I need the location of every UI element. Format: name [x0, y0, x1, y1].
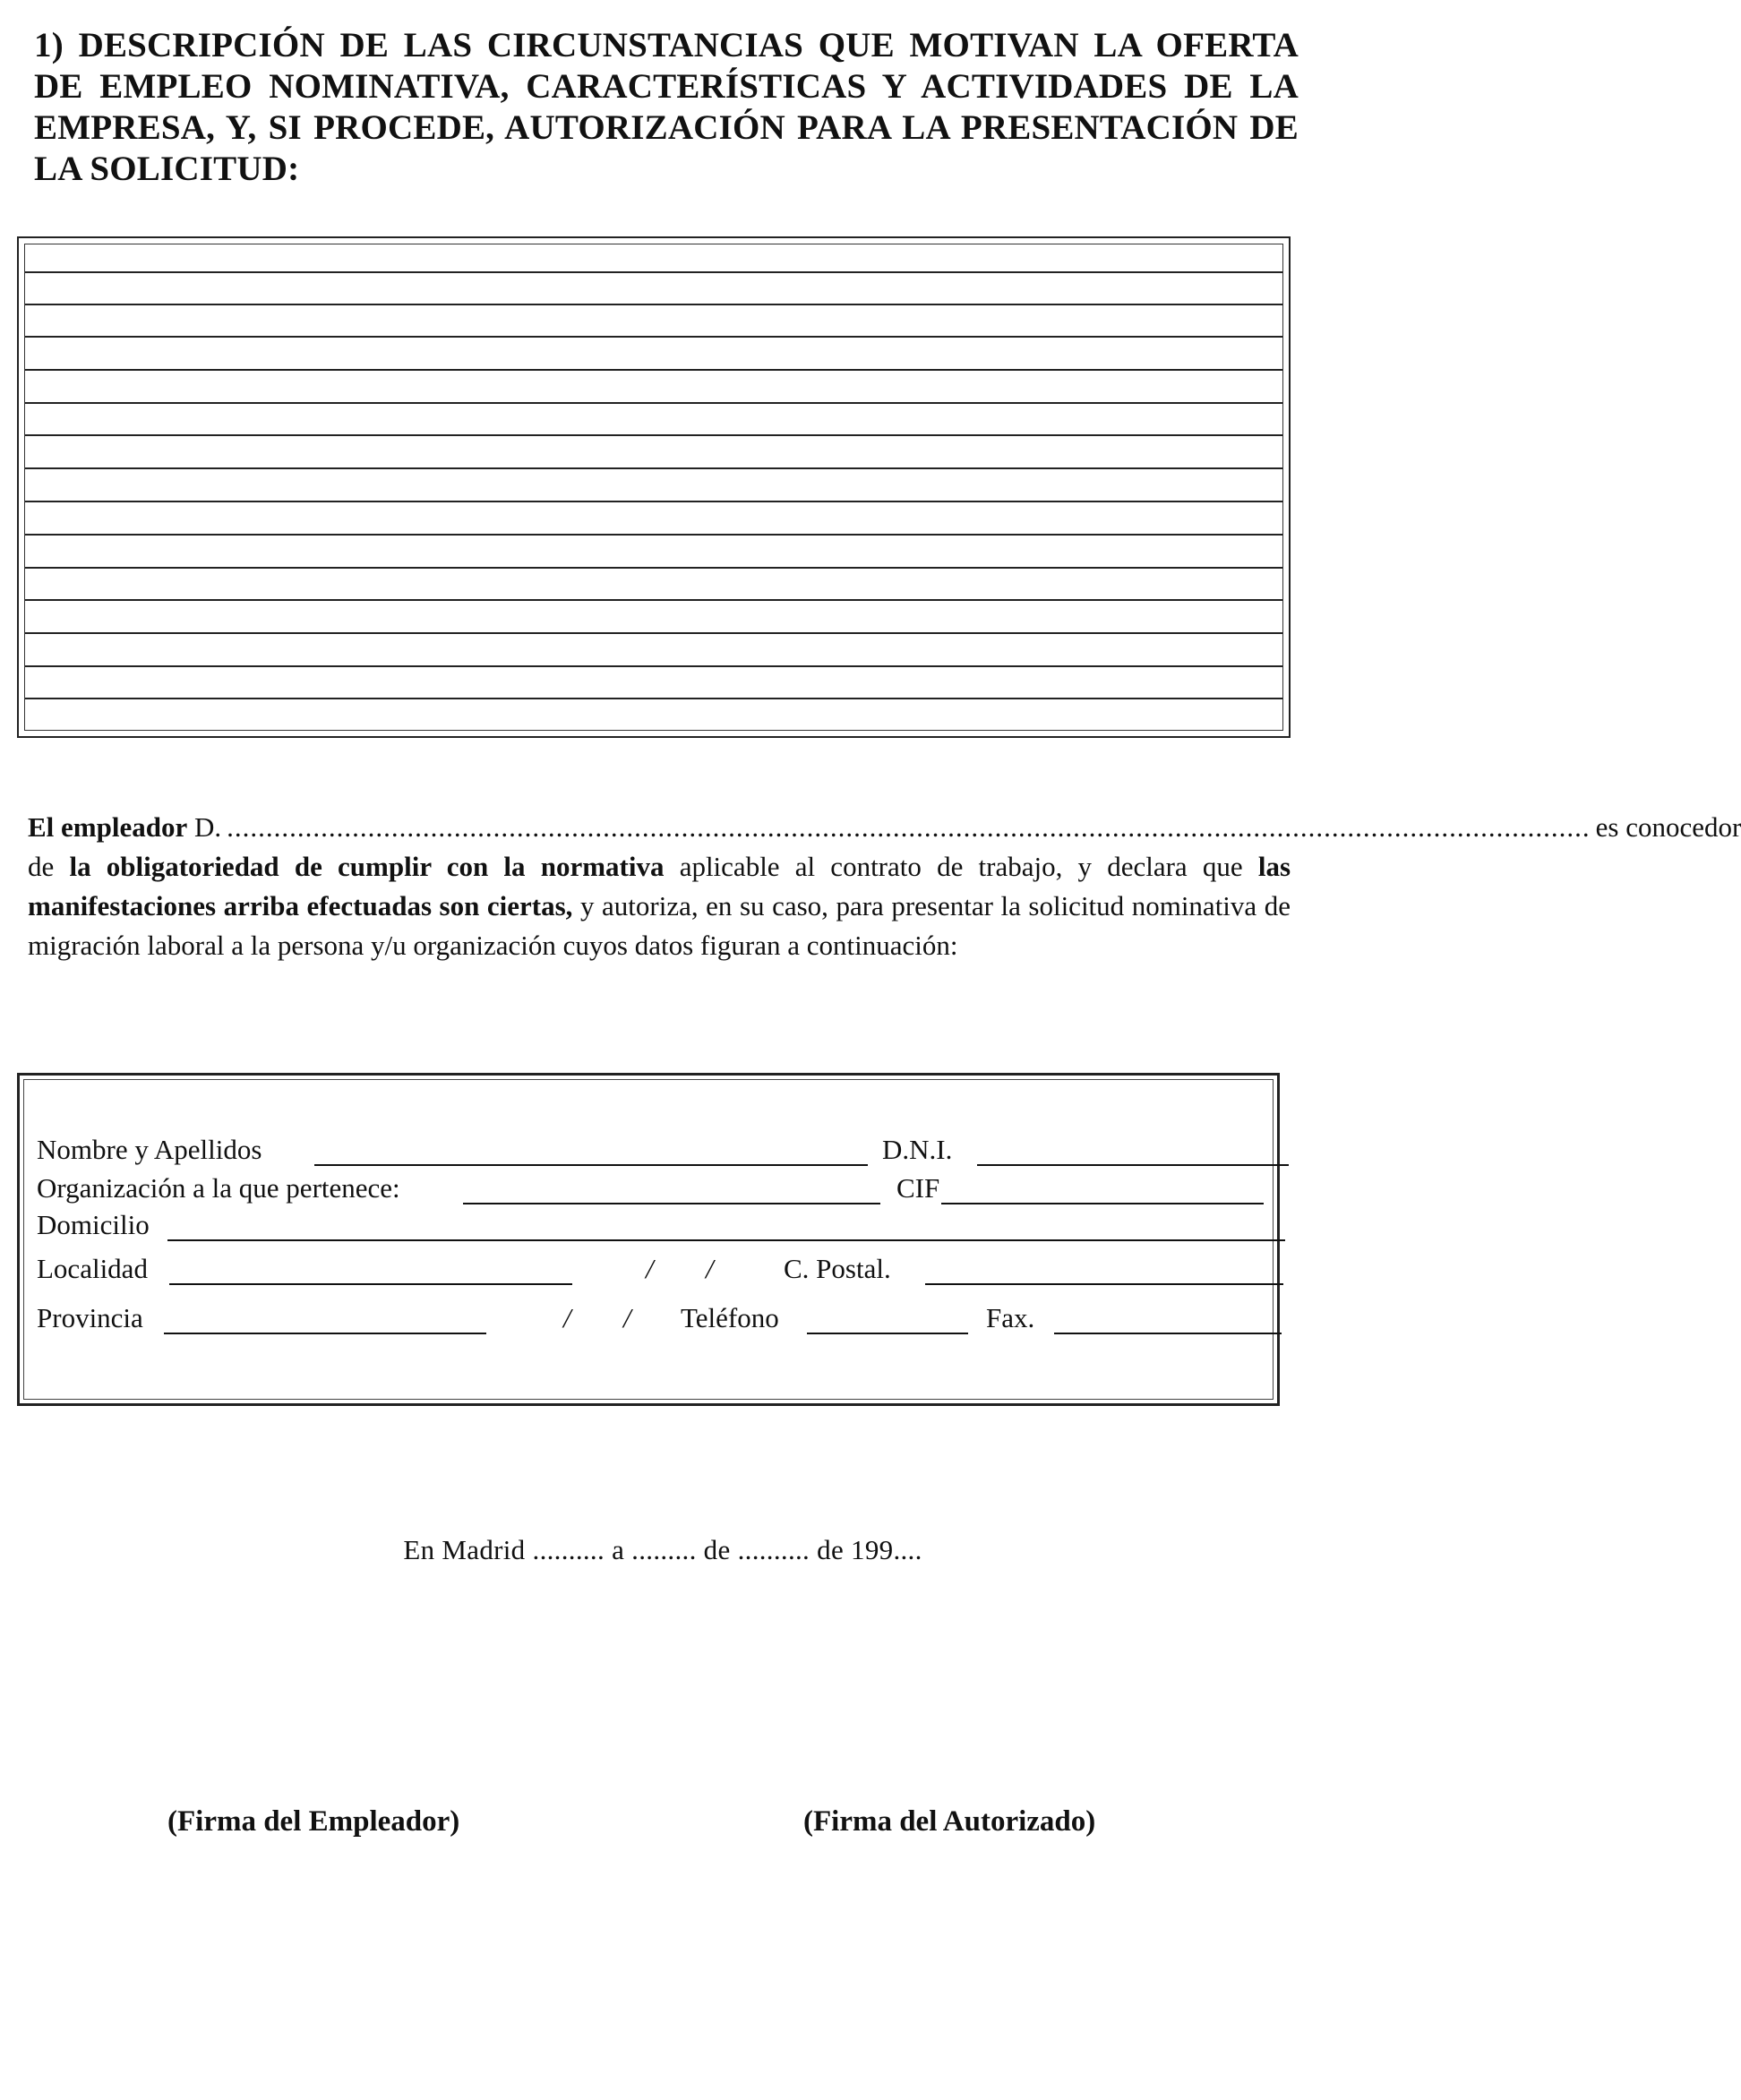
ruled-line	[25, 567, 1282, 569]
authorized-signature-label: (Firma del Autorizado)	[803, 1805, 1096, 1838]
nombre-field[interactable]	[314, 1164, 868, 1166]
ruled-line	[25, 501, 1282, 502]
organizacion-field[interactable]	[463, 1203, 880, 1204]
ruled-line	[25, 434, 1282, 436]
row-localidad	[37, 1253, 1260, 1289]
cpostal-label: C. Postal.	[784, 1253, 891, 1284]
employer-declaration	[28, 808, 1741, 965]
authorized-data-box	[17, 1073, 1280, 1406]
cif-label: CIF	[896, 1172, 940, 1204]
ruled-line	[25, 271, 1282, 273]
ruled-line	[25, 632, 1282, 634]
cif-field[interactable]	[941, 1203, 1264, 1204]
provincia-slash-1: /	[563, 1302, 571, 1333]
declaration-bold-2: las manifestaciones arriba efectuadas son ciertas,	[28, 851, 1291, 921]
ruled-line	[25, 336, 1282, 338]
ruled-line	[25, 665, 1282, 667]
row-organizacion	[37, 1172, 1260, 1208]
organizacion-label: Organización a la que pertenece:	[37, 1172, 400, 1204]
employer-d-prefix: D.	[194, 811, 222, 843]
description-inner-frame	[24, 244, 1283, 731]
ruled-line	[25, 402, 1282, 404]
employer-label: El empleador	[28, 811, 188, 843]
employer-signature-label: (Firma del Empleador)	[167, 1805, 460, 1838]
conocedor-text: es conocedor	[1595, 811, 1741, 843]
provincia-label: Provincia	[37, 1302, 143, 1333]
employer-name-line	[28, 808, 1741, 847]
ruled-line	[25, 599, 1282, 601]
declaration-de: de	[28, 851, 55, 882]
authorized-data-inner-frame	[23, 1079, 1274, 1400]
dni-label: D.N.I.	[882, 1134, 953, 1165]
ruled-line	[25, 534, 1282, 536]
employer-label-group	[28, 808, 221, 847]
localidad-slash-1: /	[646, 1253, 654, 1284]
telefono-label: Teléfono	[681, 1302, 779, 1333]
localidad-label: Localidad	[37, 1253, 148, 1284]
cpostal-field[interactable]	[925, 1283, 1283, 1285]
description-lined-box[interactable]	[17, 236, 1291, 738]
declaration-text-2: y autoriza, en su caso, para presentar la solicitud nominativa de migración laboral a la persona y/u organización cuyos datos figuran a continuación:	[28, 890, 1291, 961]
declaration-body	[28, 847, 1291, 965]
declaration-que: que	[1202, 851, 1243, 882]
ruled-line	[25, 369, 1282, 371]
localidad-field[interactable]	[169, 1283, 572, 1285]
ruled-line	[25, 467, 1282, 469]
date-line: En Madrid .......... a ......... de .......... de 199....	[403, 1534, 922, 1565]
provincia-slash-2: /	[623, 1302, 631, 1333]
section-heading: 1) DESCRIPCIÓN DE LAS CIRCUNSTANCIAS QUE MOTIVAN LA OFERTA DE EMPLEO NOMINATIVA, CARACTERÍSTICAS Y ACTIVIDADES DE LA EMPRESA, Y, SI PROCEDE, AUTORIZACIÓN PARA LA PRESENTACIÓN DE LA SOLICITUD:	[34, 26, 1299, 188]
row-provincia	[37, 1302, 1260, 1338]
fax-label: Fax.	[986, 1302, 1035, 1333]
provincia-field[interactable]	[164, 1333, 486, 1334]
row-domicilio	[37, 1209, 1260, 1245]
telefono-field[interactable]	[807, 1333, 968, 1334]
nombre-label: Nombre y Apellidos	[37, 1134, 262, 1165]
employer-name-dots[interactable]: ..............................................................................................................................................................................	[227, 811, 1591, 843]
declaration-bold-1: la obligatoriedad de cumplir con la normativa	[69, 851, 665, 882]
domicilio-field[interactable]	[167, 1239, 1285, 1241]
localidad-slash-2: /	[706, 1253, 714, 1284]
declaration-text-1: aplicable al contrato de trabajo, y declara	[679, 851, 1188, 882]
ruled-line	[25, 698, 1282, 699]
row-nombre	[37, 1134, 1260, 1170]
fax-field[interactable]	[1054, 1333, 1282, 1334]
ruled-line	[25, 304, 1282, 305]
dni-field[interactable]	[977, 1164, 1289, 1166]
domicilio-label: Domicilio	[37, 1209, 150, 1240]
